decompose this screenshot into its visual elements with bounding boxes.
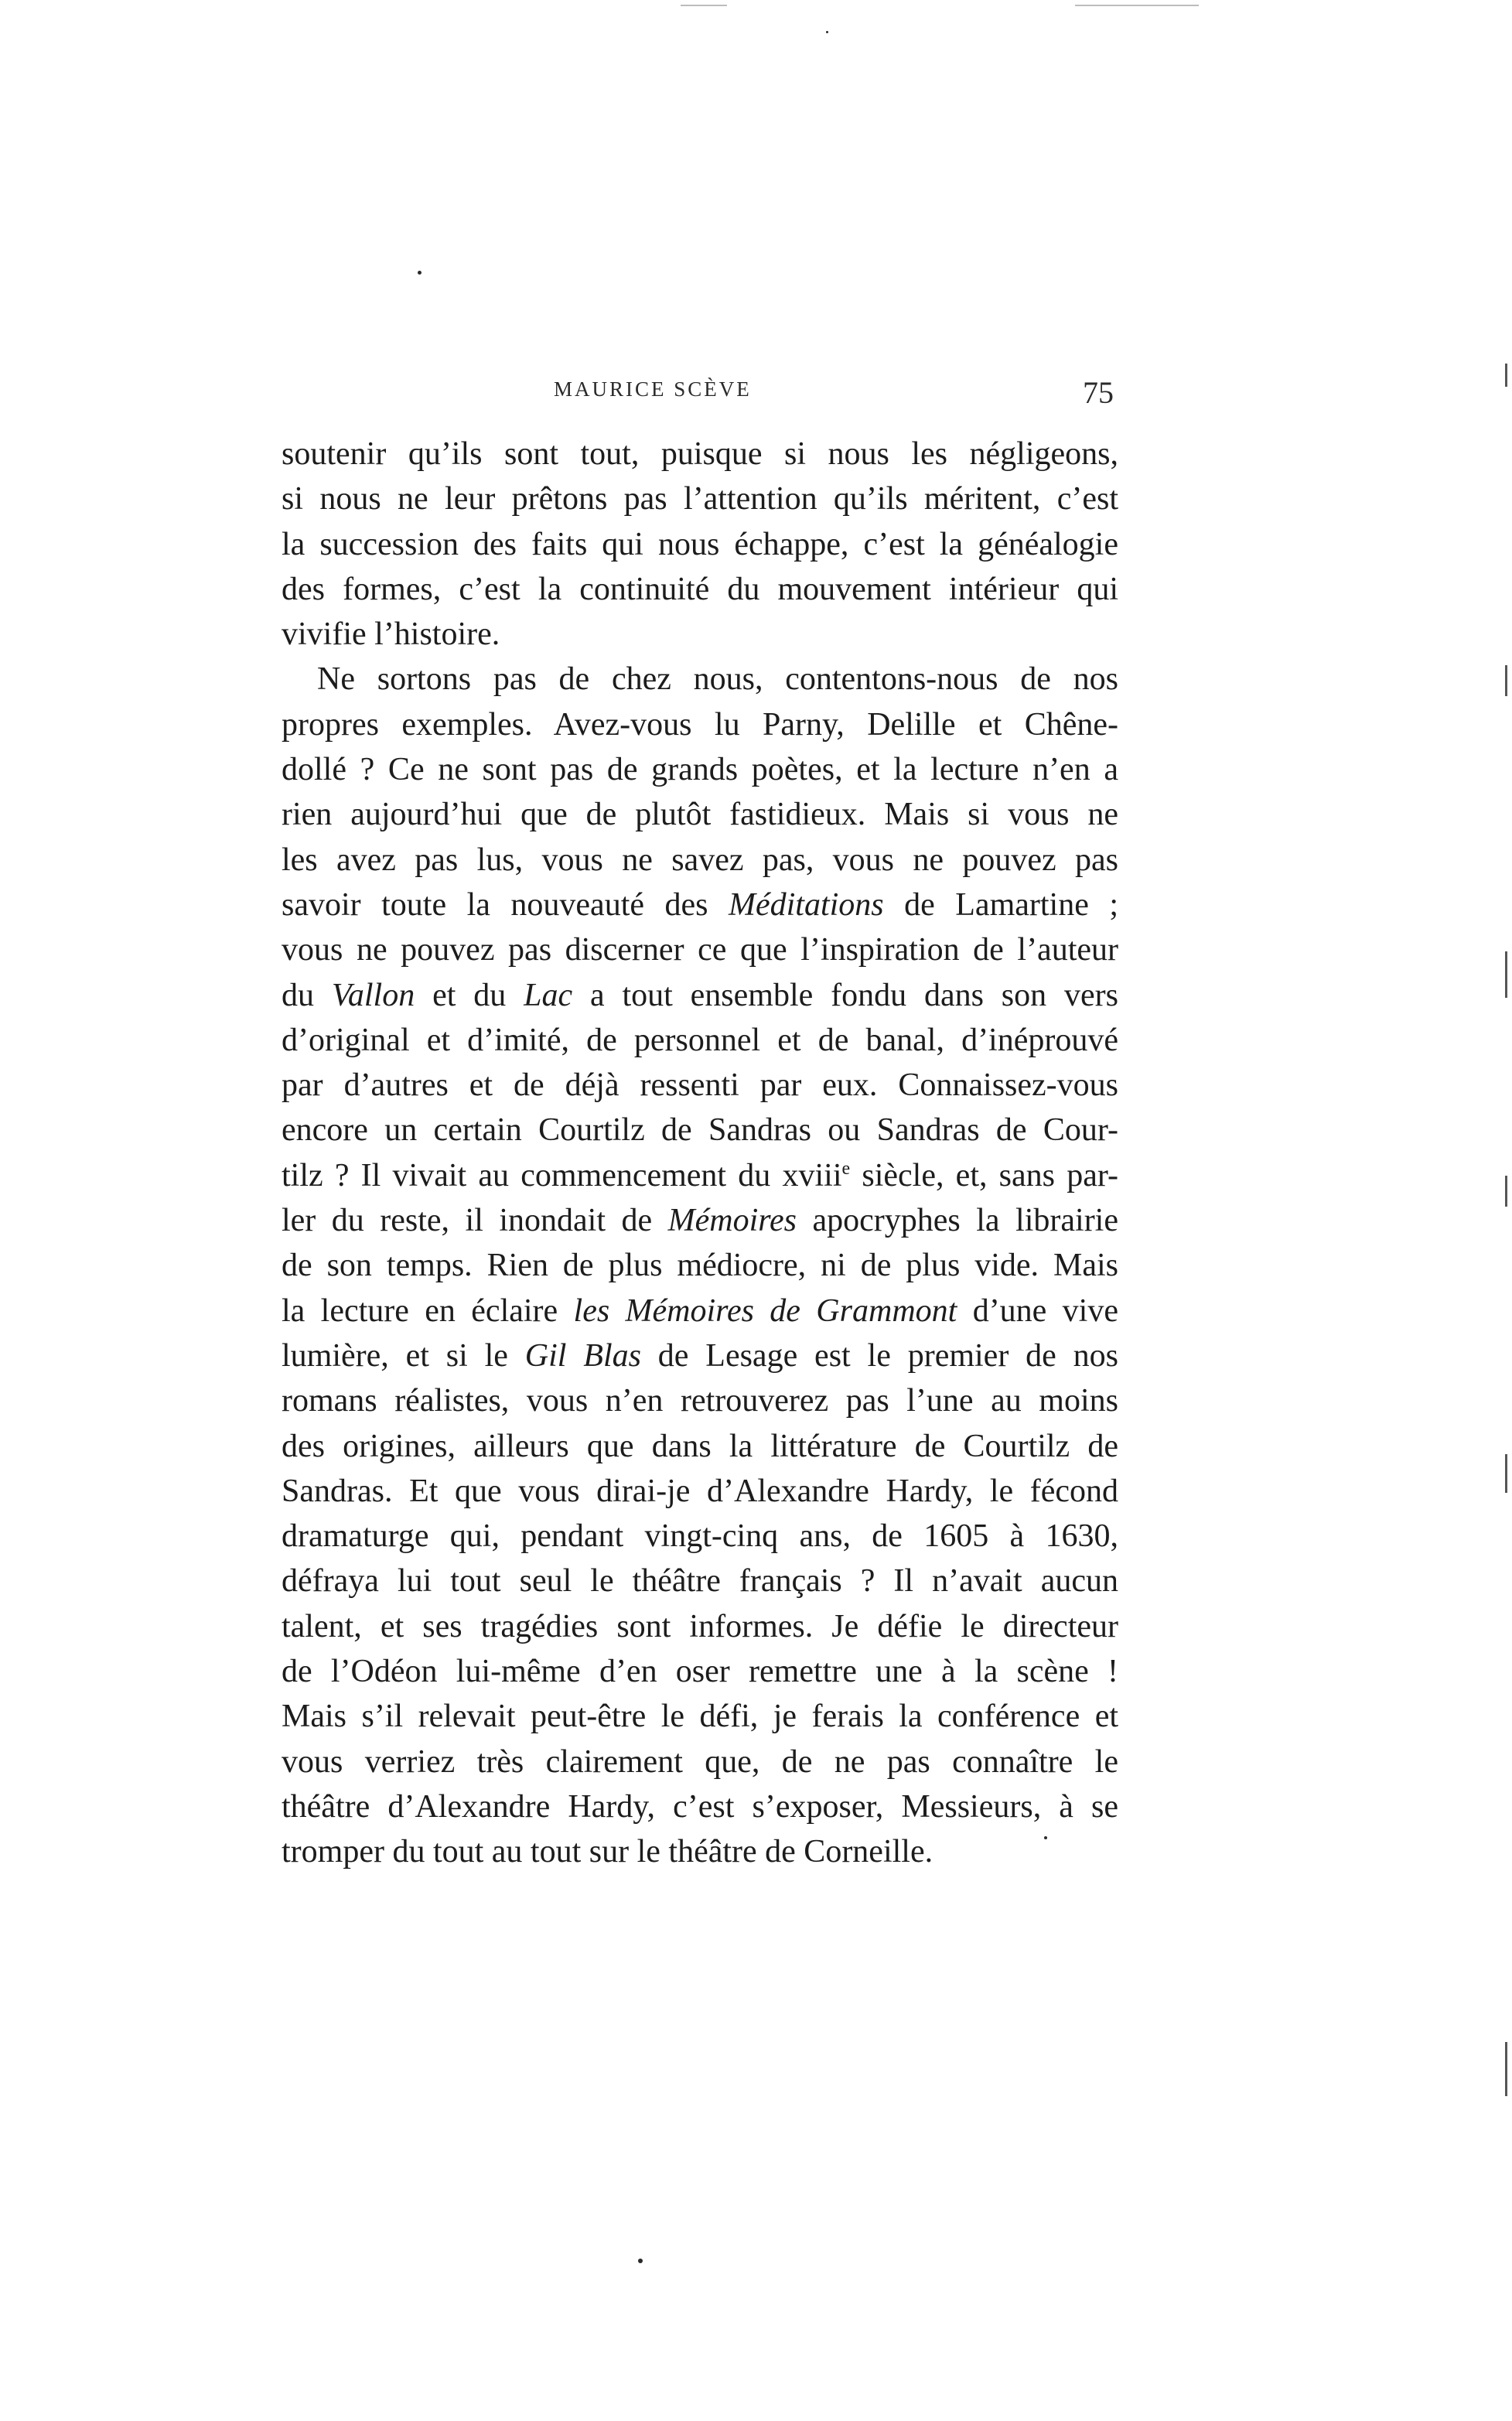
text-line: savoir toute la nouveauté des Méditations de Lamartine ; — [282, 886, 1119, 923]
text-line: des origines, ailleurs que dans la littérature de Courtilz de — [282, 1428, 1118, 1464]
scan-edge-right — [1505, 665, 1507, 696]
text-line: de l’Odéon lui-même d’en oser remettre une à la scène ! — [282, 1654, 1118, 1690]
scan-speck — [638, 2259, 643, 2263]
text-line: propres exemples. Avez-vous lu Parny, Delille et Chêne- — [282, 706, 1118, 743]
text-line: tromper du tout au tout sur le théâtre de Corneille. — [282, 1834, 933, 1870]
scan-edge-top — [681, 5, 727, 6]
scan-speck — [418, 271, 422, 275]
text-line: ler du reste, il inondait de Mémoires apocryphes la librairie — [282, 1203, 1118, 1239]
text-line: les avez pas lus, vous ne savez pas, vous ne pouvez pas — [282, 842, 1118, 878]
text-line: vivifie l’histoire. — [282, 616, 500, 653]
text-line: vous ne pouvez pas discerner ce que l’inspiration de l’auteur — [282, 932, 1118, 968]
text-line: la succession des faits qui nous échappe, c’est la généalogie — [282, 526, 1118, 562]
scan-edge-right — [1505, 364, 1507, 387]
scan-edge-right — [1505, 2042, 1507, 2096]
text-line: défraya lui tout seul le théâtre français ? Il n’avait aucun — [282, 1563, 1118, 1600]
text-line: Mais s’il relevait peut-être le défi, je ferais la conférence et — [282, 1699, 1118, 1735]
page-number: 75 — [1083, 375, 1114, 410]
scan-edge-right — [1505, 1176, 1507, 1207]
text-line: lumière, et si le Gil Blas de Lesage est le premier de nos — [282, 1337, 1118, 1374]
text-line: la lecture en éclaire les Mémoires de Grammont d’une vive — [282, 1292, 1118, 1329]
text-line: talent, et ses tragédies sont informes. Je défie le directeur — [282, 1608, 1118, 1644]
text-line: par d’autres et de déjà ressenti par eux. Connaissez-vous — [282, 1067, 1118, 1104]
scan-edge-right — [1505, 1454, 1507, 1493]
text-line: Ne sortons pas de chez nous, contentons-nous de nos — [317, 661, 1118, 698]
text-line: vous verriez très clairement que, de ne pas connaître le — [282, 1743, 1118, 1780]
text-line: théâtre d’Alexandre Hardy, c’est s’exposer, Messieurs, à se — [282, 1788, 1118, 1825]
scan-speck — [826, 31, 828, 33]
text-line: des formes, c’est la continuité du mouvement intérieur qui — [282, 571, 1118, 607]
text-line: dollé ? Ce ne sont pas de grands poètes, et la lecture n’en a — [282, 752, 1118, 788]
text-line: encore un certain Courtilz de Sandras ou Sandras de Cour- — [282, 1112, 1118, 1149]
scan-edge-top — [1075, 5, 1199, 6]
text-line: romans réalistes, vous n’en retrouverez pas l’une au moins — [282, 1383, 1118, 1419]
text-line: soutenir qu’ils sont tout, puisque si nous les négligeons, — [282, 436, 1118, 472]
running-head: MAURICE SCÈVE — [554, 377, 752, 401]
text-line: de son temps. Rien de plus médiocre, ni de plus vide. Mais — [282, 1248, 1118, 1284]
scan-edge-right — [1505, 951, 1507, 998]
text-line: du Vallon et du Lac a tout ensemble fondu dans son vers — [282, 977, 1118, 1013]
body-text — [282, 432, 1118, 1875]
text-line: dramaturge qui, pendant vingt-cinq ans, de 1605 à 1630, — [282, 1518, 1118, 1555]
text-line: tilz ? Il vivait au commencement du xviii$^e$ siècle, et, sans par- — [282, 1157, 1118, 1193]
text-line: rien aujourd’hui que de plutôt fastidieux. Mais si vous ne — [282, 797, 1118, 833]
text-line: d’original et d’imité, de personnel et de banal, d’inéprouvé — [282, 1022, 1118, 1058]
text-line: Sandras. Et que vous dirai-je d’Alexandre Hardy, le fécond — [282, 1473, 1118, 1509]
text-line: si nous ne leur prêtons pas l’attention qu’ils méritent, c’est — [282, 481, 1118, 517]
